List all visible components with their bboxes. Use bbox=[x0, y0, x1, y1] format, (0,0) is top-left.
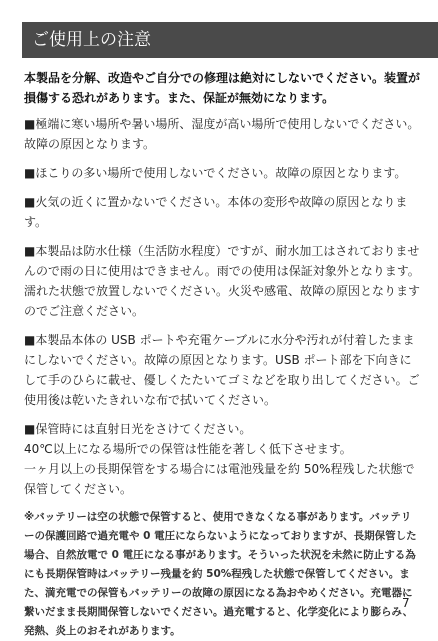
caution-item-storage bbox=[24, 419, 420, 499]
lead-warning: 本製品を分解、改造やご自分での修理は絶対にしないでください。装置が損傷する恐れがあります。また、保証が無効になります。 bbox=[24, 71, 421, 105]
battery-note: ※バッテリーは空の状態で保管すると、使用できなくなる事があります。バッテリーの保護回路で過充電や 0 電圧にならないようになっておりますが、長期保管した場合、自然放電で 0 電圧になる事があります。そういった状況を未然に防止する為にも長期保管時はバッテリー残量を約 50%程残した状態で保管してください。また、満充電での保管もバッテリーの故障の原因になる為おやめください。充電器に繋いだまま長期間保管しないでください。過充電すると、化学変化により膨らみ、発熱、炎上のおそれがあります。 bbox=[24, 511, 417, 637]
caution-item-temperature bbox=[24, 114, 420, 154]
caution-item-dust bbox=[24, 163, 420, 183]
caution-text: ■本製品本体の USB ポートや充電ケーブルに水分や汚れが付着したままにしないでください。故障の原因となります。USB ポート部を下向きにして手のひらに載せ、優しくたたいてゴミなどを取り出してください。ご使用後は乾いたきれいな布で拭いてください。 bbox=[24, 333, 420, 407]
caution-text: ■保管時には直射日光をさけてください。 bbox=[24, 422, 252, 436]
caution-text: ■極端に寒い場所や暑い場所、湿度が高い場所で使用しないでください。故障の原因となります。 bbox=[24, 117, 420, 151]
section-header bbox=[22, 22, 438, 58]
caution-item-waterproof bbox=[24, 241, 420, 321]
caution-content bbox=[24, 68, 420, 641]
page-number: 7 bbox=[402, 596, 410, 610]
caution-text: ■ほこりの多い場所で使用しないでください。故障の原因となります。 bbox=[24, 166, 407, 180]
storage-long-term-text: 一ヶ月以上の長期保管をする場合には電池残量を約 50%程残した状態で保管してください。 bbox=[24, 462, 415, 496]
caution-item-usb-port bbox=[24, 330, 420, 410]
storage-temperature-text: 40℃以上になる場所での保管は性能を著しく低下させます。 bbox=[24, 442, 352, 456]
section-title: ご使用上の注意 bbox=[32, 30, 151, 50]
caution-text: ■火気の近くに置かないでください。本体の変形や故障の原因となります。 bbox=[24, 195, 408, 229]
caution-text: ■本製品は防水仕様（生活防水程度）ですが、耐水加工はされておりませんので雨の日に使用はできません。雨での使用は保証対象外となります。濡れた状態で放置しないでください。火災や感電、故障の原因となりますのでご注意ください。 bbox=[24, 244, 421, 318]
caution-item-fire bbox=[24, 192, 420, 232]
